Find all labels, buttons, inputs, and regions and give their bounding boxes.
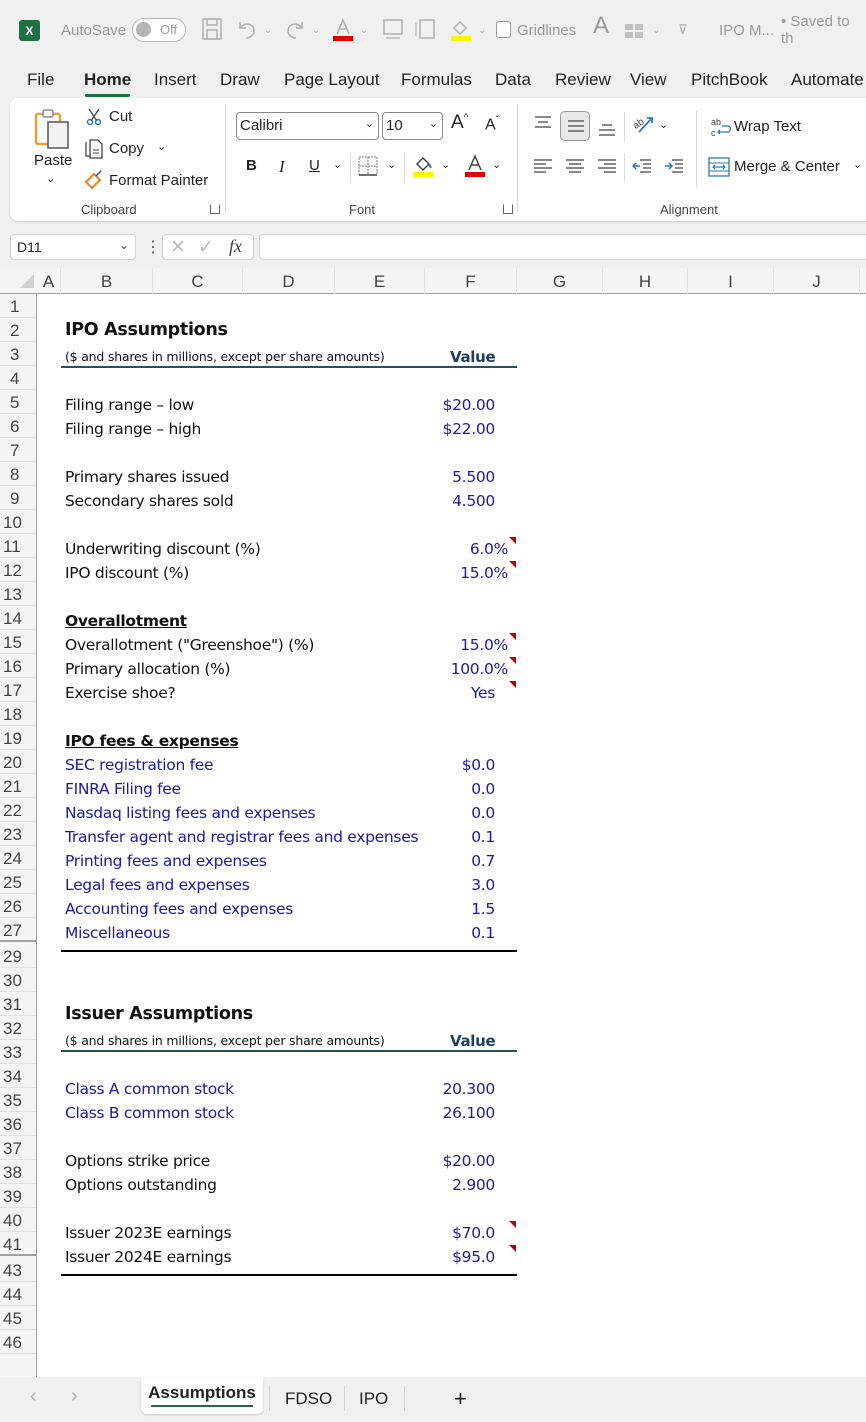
sheet-tab-ipo[interactable]: IPO [359, 1389, 389, 1408]
row-header[interactable]: 5 [0, 390, 36, 414]
column-header-i[interactable]: I [688, 268, 774, 294]
tab-draw[interactable]: Draw [220, 70, 260, 89]
column-header-a[interactable]: A [37, 268, 61, 294]
row-label[interactable]: Primary allocation (%) [65, 660, 231, 678]
row-header[interactable]: 27 [0, 918, 36, 942]
row-header[interactable]: 6 [0, 414, 36, 438]
row-label[interactable]: FINRA Filing fee [65, 780, 181, 798]
cancel-icon[interactable]: ✕ [170, 237, 186, 258]
fit-height-icon[interactable] [414, 18, 436, 40]
section-end-rule [61, 950, 517, 952]
paste-icon[interactable] [34, 108, 72, 150]
row-header[interactable]: 14 [0, 606, 36, 630]
borders-dropdown-icon[interactable]: ⌄ [387, 159, 397, 171]
row-value[interactable]: 0.0 [471, 780, 495, 798]
row-header[interactable]: 11 [0, 534, 36, 558]
font-color-dropdown-icon[interactable]: ⌄ [492, 159, 502, 171]
row-value[interactable]: 0.7 [471, 852, 495, 870]
alignment-group-label: Alignment [660, 202, 718, 217]
row-label[interactable]: Overallotment ("Greenshoe") (%) [65, 636, 315, 654]
middle-align-button[interactable] [560, 111, 590, 141]
row-label[interactable]: Filing range – low [65, 396, 195, 414]
underline-dropdown-icon[interactable]: ⌄ [333, 159, 343, 171]
row-header[interactable]: 38 [0, 1160, 36, 1184]
row-value[interactable]: $95.0 [452, 1248, 495, 1266]
row-header[interactable]: 4 [0, 366, 36, 390]
decrease-indent-icon[interactable] [632, 158, 652, 174]
format-painter-button[interactable]: Format Painter [109, 172, 209, 189]
row-value[interactable]: 1.5 [471, 900, 495, 918]
row-header[interactable]: 30 [0, 968, 36, 992]
name-box-value: D11 [17, 239, 42, 255]
row-header[interactable]: 20 [0, 750, 36, 774]
fill-color-icon[interactable] [412, 154, 434, 178]
issuer-assumptions-title: Issuer Assumptions [65, 1004, 253, 1024]
row-header[interactable]: 13 [0, 582, 36, 606]
cut-icon[interactable] [86, 108, 102, 126]
next-sheet-icon[interactable]: › [71, 1385, 78, 1407]
row-header[interactable]: 29 [0, 944, 36, 968]
row-label[interactable]: Options strike price [65, 1152, 211, 1170]
ipo-value-header: Value [450, 348, 496, 366]
wrap-text-icon[interactable] [710, 116, 732, 138]
group-divider [517, 104, 518, 212]
column-header-h[interactable]: H [603, 268, 688, 294]
top-align-icon[interactable] [533, 116, 553, 130]
tab-file[interactable]: File [27, 70, 55, 89]
row-header[interactable]: 43 [0, 1258, 36, 1282]
middle-align-icon [566, 120, 586, 134]
font-size-icon[interactable]: A [593, 12, 610, 39]
comment-indicator-icon[interactable] [509, 537, 516, 544]
row-header[interactable]: 46 [0, 1330, 36, 1354]
column-header-b[interactable]: B [61, 268, 153, 294]
redo-icon[interactable] [284, 18, 306, 40]
row-value[interactable]: $20.00 [442, 396, 495, 414]
fill-color-dropdown-icon[interactable]: ⌄ [441, 159, 451, 171]
column-header-d[interactable]: D [243, 268, 335, 294]
row-header[interactable]: 3 [0, 342, 36, 366]
row-value[interactable]: 20.300 [442, 1080, 495, 1098]
merge-dropdown-icon[interactable]: ⌄ [853, 159, 863, 171]
fit-width-icon[interactable] [382, 18, 404, 40]
tab-insert[interactable]: Insert [154, 70, 197, 89]
row-label[interactable]: IPO discount (%) [65, 564, 189, 582]
header-rule [61, 366, 517, 368]
tab-divider [344, 1386, 345, 1411]
row-value[interactable]: 0.1 [471, 924, 495, 942]
row-header[interactable]: 37 [0, 1136, 36, 1160]
row-label[interactable]: Printing fees and expenses [65, 852, 267, 870]
issuer-units-note: ($ and shares in millions, except per share amounts) [65, 1033, 385, 1048]
row-header[interactable]: 41 [0, 1232, 36, 1256]
bottom-align-icon[interactable] [597, 122, 617, 136]
row-header[interactable]: 1 [0, 294, 36, 318]
orientation-icon[interactable] [631, 112, 655, 136]
svg-text:ab: ab [711, 117, 722, 127]
autosave-label: AutoSave [61, 21, 127, 39]
row-header[interactable]: 31 [0, 992, 36, 1016]
font-color-icon[interactable] [464, 154, 486, 178]
autosave-toggle[interactable] [132, 18, 186, 42]
autosave-state: Off [160, 22, 178, 37]
issuer-value-header: Value [450, 1032, 496, 1050]
row-value[interactable]: $22.00 [442, 420, 495, 438]
copy-button[interactable]: Copy [109, 140, 145, 157]
row-label[interactable]: Miscellaneous [65, 924, 170, 942]
svg-text:ab: ab [631, 116, 647, 132]
row-header[interactable]: 39 [0, 1184, 36, 1208]
row-value[interactable]: 4.500 [452, 492, 495, 510]
row-label[interactable]: Filing range – high [65, 420, 202, 438]
row-header[interactable]: 22 [0, 798, 36, 822]
row-header[interactable]: 10 [0, 510, 36, 534]
fill-color-icon[interactable] [450, 18, 472, 42]
sheet-tab-bar [0, 1377, 866, 1422]
excel-logo-icon: X [19, 20, 40, 41]
tab-divider [269, 1386, 270, 1411]
row-label[interactable]: Legal fees and expenses [65, 876, 250, 894]
table-format-icon[interactable] [623, 18, 645, 40]
gridlines-checkbox[interactable] [496, 21, 511, 38]
borders-icon[interactable] [358, 156, 378, 176]
font-group-label: Font [349, 202, 376, 217]
overallotment-heading: Overallotment [65, 612, 187, 630]
align-right-icon[interactable] [597, 158, 617, 174]
column-header-f[interactable]: F [425, 268, 517, 294]
font-name-value: Calibri [240, 117, 283, 134]
more-options-icon[interactable]: ⋮ [145, 239, 161, 256]
customize-qat-icon[interactable]: ⊽ [678, 22, 688, 37]
row-label[interactable]: Exercise shoe? [65, 684, 176, 702]
column-header-g[interactable]: G [517, 268, 603, 294]
font-color-dropdown-icon[interactable]: ⌄ [360, 24, 369, 36]
font-color-icon[interactable] [332, 18, 354, 42]
wrap-text-button[interactable]: Wrap Text [734, 118, 801, 135]
paste-dropdown-icon[interactable]: ⌄ [46, 173, 56, 185]
row-value[interactable]: 0.0 [471, 804, 495, 822]
copy-icon[interactable] [84, 139, 104, 159]
tab-view[interactable]: View [630, 70, 667, 89]
row-header[interactable]: 17 [0, 678, 36, 702]
row-header[interactable]: 15 [0, 630, 36, 654]
save-status: • Saved to th [781, 13, 850, 47]
svg-text:c: c [711, 128, 716, 138]
title-bar [0, 0, 866, 60]
merge-center-icon[interactable] [708, 157, 730, 177]
row-header[interactable]: 8 [0, 462, 36, 486]
cut-button[interactable]: Cut [109, 108, 133, 125]
fill-color-dropdown-icon[interactable]: ⌄ [478, 24, 487, 36]
formula-buttons [162, 234, 254, 260]
comment-indicator-icon[interactable] [509, 1245, 516, 1252]
decrease-font-size-icon[interactable]: $A^ˇ$ [485, 115, 500, 134]
row-label[interactable]: Nasdaq listing fees and expenses [65, 804, 316, 822]
font-name-select[interactable] [236, 112, 379, 140]
tab-page-layout[interactable]: Page Layout [284, 70, 380, 89]
increase-font-size-icon[interactable]: A^ [451, 112, 469, 133]
row-header[interactable]: 45 [0, 1306, 36, 1330]
row-value[interactable]: 6.0% [469, 540, 508, 558]
comment-indicator-icon[interactable] [509, 561, 516, 568]
row-header[interactable]: 19 [0, 726, 36, 750]
column-header-e[interactable]: E [335, 268, 425, 294]
sheet-tab-fdso[interactable]: FDSO [285, 1389, 333, 1408]
prev-sheet-icon[interactable]: ‹ [30, 1385, 37, 1407]
divider [696, 110, 697, 188]
tab-divider [404, 1386, 405, 1411]
divider [404, 153, 405, 183]
undo-icon[interactable] [236, 18, 258, 40]
fees-heading: IPO fees & expenses [65, 732, 239, 750]
comment-indicator-icon[interactable] [509, 657, 516, 664]
orientation-dropdown-icon[interactable]: ⌄ [659, 119, 669, 131]
formula-input[interactable] [259, 234, 866, 260]
copy-dropdown-icon[interactable]: ⌄ [157, 141, 167, 153]
redo-dropdown-icon[interactable]: ⌄ [312, 24, 321, 36]
row-value[interactable]: $0.0 [461, 756, 495, 774]
column-header-j[interactable]: J [774, 268, 860, 294]
sheet-tab-assumptions[interactable]: Assumptions [141, 1377, 263, 1414]
tab-data[interactable]: Data [495, 70, 531, 89]
column-headers [0, 268, 866, 294]
chevron-down-icon: ⌄ [428, 118, 438, 130]
format-painter-icon[interactable] [84, 170, 104, 190]
clipboard-group-label: Clipboard [81, 202, 137, 217]
row-label[interactable]: SEC registration fee [65, 756, 214, 774]
formula-bar [0, 228, 866, 266]
row-label[interactable]: Primary shares issued [65, 468, 230, 486]
row-header[interactable]: 40 [0, 1208, 36, 1232]
worksheet-grid[interactable] [0, 268, 866, 1377]
bold-button[interactable]: B [246, 157, 257, 174]
tab-automate[interactable]: Automate [791, 70, 864, 89]
tab-pitchbook[interactable]: PitchBook [691, 70, 768, 89]
tab-formulas[interactable]: Formulas [401, 70, 472, 89]
row-header[interactable]: 44 [0, 1282, 36, 1306]
row-header[interactable]: 16 [0, 654, 36, 678]
home-ribbon [10, 98, 866, 221]
row-label[interactable]: Class A common stock [65, 1080, 234, 1098]
save-icon[interactable] [202, 18, 222, 40]
row-value[interactable]: $20.00 [442, 1152, 495, 1170]
font-size-select[interactable] [382, 112, 443, 140]
row-header[interactable]: 36 [0, 1112, 36, 1136]
row-label[interactable]: Transfer agent and registrar fees and expenses [65, 828, 419, 846]
row-label[interactable]: Options outstanding [65, 1176, 217, 1194]
row-value[interactable]: 2.900 [452, 1176, 495, 1194]
select-all-icon[interactable] [20, 274, 34, 288]
row-header[interactable]: 24 [0, 846, 36, 870]
row-header[interactable]: 32 [0, 1016, 36, 1040]
row-headers [0, 294, 37, 1377]
row-value[interactable]: 15.0% [460, 564, 508, 582]
table-format-dropdown-icon[interactable]: ⌄ [652, 24, 661, 36]
divider [624, 112, 625, 142]
font-size-value: 10 [386, 117, 403, 134]
font-launcher-icon[interactable] [503, 204, 513, 214]
tab-review[interactable]: Review [555, 70, 611, 89]
ribbon-tabs [0, 60, 866, 98]
ipo-units-note: ($ and shares in millions, except per share amounts) [65, 349, 385, 364]
row-value[interactable]: 5.500 [452, 468, 495, 486]
header-rule [61, 1050, 517, 1052]
name-box[interactable] [10, 234, 136, 260]
row-label[interactable]: Issuer 2024E earnings [65, 1248, 232, 1266]
row-header[interactable]: 26 [0, 894, 36, 918]
column-header-c[interactable]: C [153, 268, 243, 294]
underline-button[interactable]: U [309, 157, 320, 174]
row-value[interactable]: $70.0 [452, 1224, 495, 1242]
enter-icon[interactable]: ✓ [198, 237, 214, 258]
row-value[interactable]: 0.1 [471, 828, 495, 846]
row-header[interactable]: 35 [0, 1088, 36, 1112]
undo-dropdown-icon[interactable]: ⌄ [264, 24, 273, 36]
row-header[interactable]: 23 [0, 822, 36, 846]
file-name[interactable]: IPO M... [719, 21, 775, 39]
clipboard-launcher-icon[interactable] [210, 204, 220, 214]
paste-button[interactable]: Paste [34, 152, 73, 169]
divider [350, 153, 351, 183]
row-header[interactable]: 25 [0, 870, 36, 894]
chevron-down-icon: ⌄ [364, 118, 374, 130]
toggle-knob [136, 22, 151, 37]
align-left-icon[interactable] [533, 158, 553, 174]
row-label[interactable]: Class B common stock [65, 1104, 234, 1122]
row-label[interactable]: Underwriting discount (%) [65, 540, 261, 558]
add-sheet-button[interactable]: + [454, 1386, 467, 1411]
insert-function-icon[interactable]: fx [229, 236, 242, 256]
comment-indicator-icon[interactable] [509, 1221, 516, 1228]
merge-center-button[interactable]: Merge & Center [734, 158, 840, 175]
comment-indicator-icon[interactable] [509, 681, 516, 688]
divider [624, 153, 625, 183]
comment-indicator-icon[interactable] [509, 633, 516, 640]
row-header[interactable]: 7 [0, 438, 36, 462]
group-divider [225, 104, 226, 212]
row-header[interactable]: 12 [0, 558, 36, 582]
chevron-down-icon: ⌄ [118, 238, 129, 252]
gridlines-label: Gridlines [517, 21, 577, 39]
row-value[interactable]: 15.0% [460, 636, 508, 654]
row-label[interactable]: Secondary shares sold [65, 492, 234, 510]
row-header[interactable]: 9 [0, 486, 36, 510]
row-header[interactable]: 34 [0, 1064, 36, 1088]
row-header[interactable]: 21 [0, 774, 36, 798]
section-end-rule [61, 1274, 517, 1276]
row-header[interactable]: 18 [0, 702, 36, 726]
tab-home[interactable]: Home [84, 70, 132, 89]
row-label[interactable]: Issuer 2023E earnings [65, 1224, 232, 1242]
row-label[interactable]: Accounting fees and expenses [65, 900, 294, 918]
increase-indent-icon[interactable] [664, 158, 684, 174]
ipo-assumptions-title: IPO Assumptions [65, 320, 228, 340]
row-header[interactable]: 33 [0, 1040, 36, 1064]
row-value[interactable]: Yes [470, 684, 495, 702]
row-value[interactable]: 26.100 [442, 1104, 495, 1122]
row-value[interactable]: 100.0% [450, 660, 508, 678]
row-value[interactable]: 3.0 [471, 876, 495, 894]
row-header[interactable]: 2 [0, 318, 36, 342]
italic-button[interactable]: I [279, 157, 285, 176]
align-center-icon[interactable] [565, 158, 585, 174]
